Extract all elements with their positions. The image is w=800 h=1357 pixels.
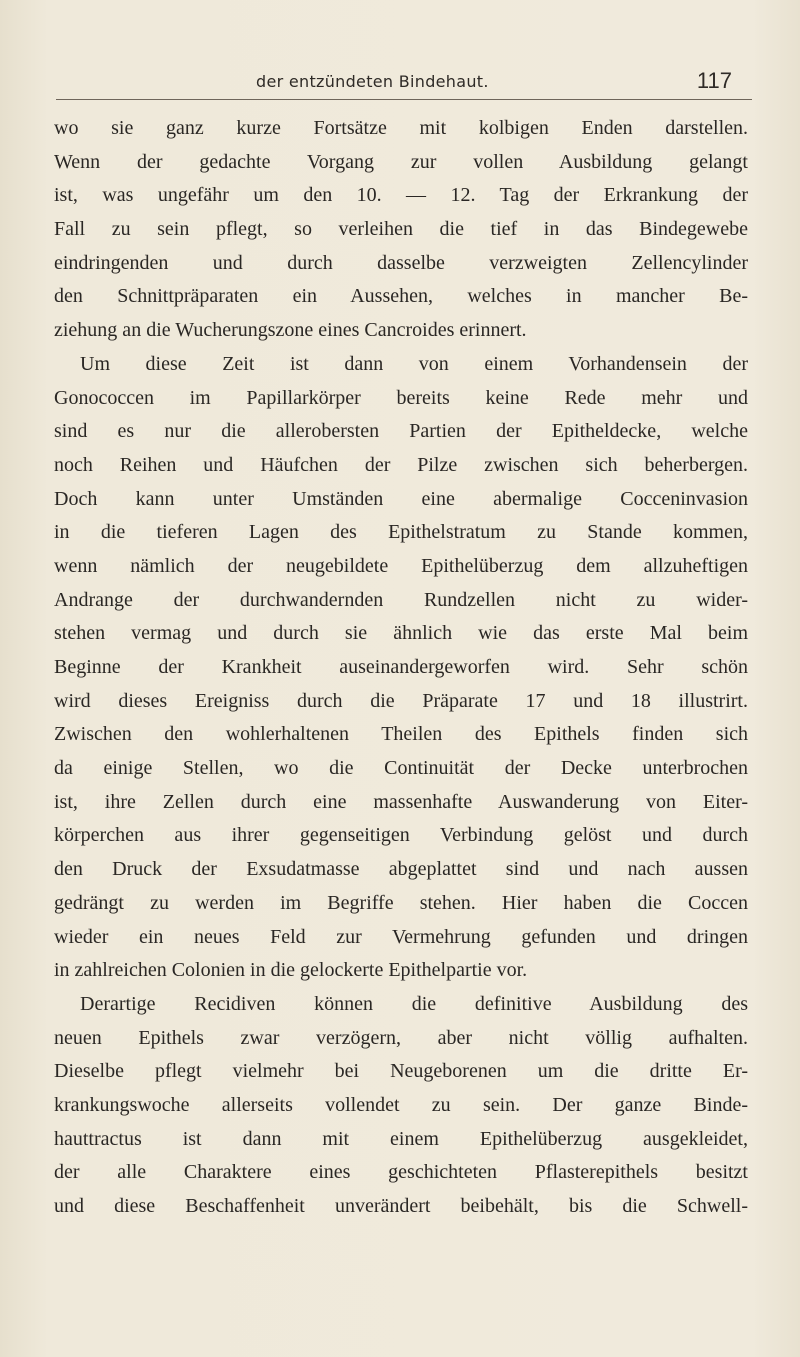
text-line: in zahlreichen Colonien in die gelockerte Epithelpartie vor. (54, 959, 528, 982)
text-line: Dieselbe pflegt vielmehr bei Neugeborenen um die dritte Er- (54, 1060, 748, 1083)
text-line: stehen vermag und durch sie ähnlich wie das erste Mal beim (54, 622, 748, 645)
text-line: gedrängt zu werden im Begriffe stehen. Hier haben die Coccen (54, 891, 748, 914)
text-line: ist, was ungefähr um den 10. — 12. Tag der Erkrankung der (54, 184, 748, 207)
text-line: Um diese Zeit ist dann von einem Vorhandensein der (80, 352, 748, 375)
running-head-title: der entzündeten Bindehaut. (256, 72, 489, 91)
text-line: neuen Epithels zwar verzögern, aber nicht völlig aufhalten. (54, 1026, 748, 1049)
text-line: den Schnittpräparaten ein Aussehen, welches in mancher Be- (54, 285, 748, 308)
text-line: ist, ihre Zellen durch eine massenhafte Auswanderung von Eiter- (54, 790, 748, 813)
text-line: wenn nämlich der neugebildete Epithelüberzug dem allzuheftigen (54, 554, 748, 577)
text-line: den Druck der Exsudatmasse abgeplattet sind und nach aussen (54, 858, 748, 881)
text-line: Wenn der gedachte Vorgang zur vollen Ausbildung gelangt (54, 150, 748, 173)
header-rule (56, 99, 752, 100)
text-line: noch Reihen und Häufchen der Pilze zwischen sich beherbergen. (54, 453, 748, 476)
text-line: Andrange der durchwandernden Rundzellen nicht zu wider- (54, 588, 748, 611)
running-head (56, 64, 752, 104)
text-line: Beginne der Krankheit auseinandergeworfen wird. Sehr schön (54, 656, 748, 678)
text-line: Doch kann unter Umständen eine abermalige Cocceninvasion (54, 487, 748, 510)
text-line: Gonococcen im Papillarkörper bereits keine Rede mehr und (54, 386, 748, 409)
text-line: Zwischen den wohlerhaltenen Theilen des Epithels finden sich (54, 723, 748, 746)
text-line: Derartige Recidiven können die definitive Ausbildung des (80, 992, 748, 1015)
text-line: hauttractus ist dann mit einem Epithelüberzug ausgekleidet, (54, 1127, 748, 1150)
text-line: der alle Charaktere eines geschichteten Pflasterepithels besitzt (54, 1161, 748, 1184)
text-line: wo sie ganz kurze Fortsätze mit kolbigen Enden darstellen. (54, 117, 748, 139)
text-line: eindringenden und durch dasselbe verzweigten Zellencylinder (54, 251, 748, 274)
text-line: wird dieses Ereigniss durch die Präparate 17 und 18 illustrirt. (54, 689, 748, 712)
text-line: in die tieferen Lagen des Epithelstratum zu Stande kommen, (54, 521, 748, 544)
page-number: 117 (696, 68, 732, 93)
body-text (54, 112, 748, 1224)
text-line: ziehung an die Wucherungszone eines Cancroides erinnert. (54, 319, 527, 342)
text-line: und diese Beschaffenheit unverändert beibehält, bis die Schwell- (54, 1195, 748, 1217)
text-line: wieder ein neues Feld zur Vermehrung gefunden und dringen (54, 925, 748, 948)
text-line: körperchen aus ihrer gegenseitigen Verbindung gelöst und durch (54, 824, 748, 847)
text-line: Fall zu sein pflegt, so verleihen die tief in das Bindegewebe (54, 218, 748, 241)
text-line: da einige Stellen, wo die Continuität der Decke unterbrochen (54, 757, 748, 780)
text-line: krankungswoche allerseits vollendet zu sein. Der ganze Binde- (54, 1093, 748, 1116)
text-line: sind es nur die allerobersten Partien der Epitheldecke, welche (54, 420, 748, 443)
